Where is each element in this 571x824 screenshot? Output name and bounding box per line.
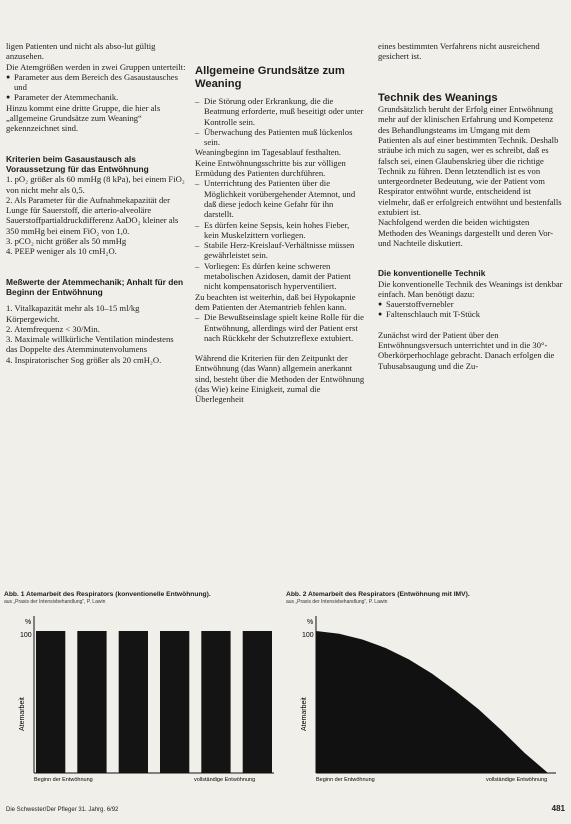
paragraph: Die Atemgrößen werden in zwei Gruppen unterteilt: (6, 61, 186, 72)
list-item: 3. Maximale willkürliche Ventilation mindestens das Doppelte des Atemminutenvolumens (6, 334, 174, 355)
bullet-item: ● Parameter der Atemmechanik. (6, 92, 186, 102)
dash-item: – Die Bewußtseinslage spielt keine Rolle für die Entwöhnung, allerdings wird der Patient erst nach Rückkehr der Schutzreflexe extubiert. (195, 312, 365, 343)
list-item: 4. PEEP weniger als 10 cmH₂O. (6, 246, 117, 257)
dash-item: – Stabile Herz-Kreislauf-Verhältnisse müssen gewährleistet sein. (195, 240, 365, 261)
figure-2 (286, 591, 563, 791)
y-unit-label: % (25, 619, 32, 626)
x-label-end: vollständige Entwöhnung (486, 777, 548, 783)
paragraph: Zunächst wird der Patient über den Entwöhnungsversuch unterrichtet und in die 30°-Oberkörperhochlage gebracht. Danach erfolgen die Tubusabsaugung und die Zu- (378, 329, 555, 371)
column-left (6, 41, 186, 365)
paragraph: Weaningbeginn im Tagesablauf festhalten. (195, 147, 342, 158)
list-item: 1. pO₂ größer als 60 mmHg (8 kPa), bei einem FiO₂ von nicht mehr als 0,5. (6, 174, 185, 195)
page-footer (6, 806, 565, 814)
bar (201, 631, 230, 773)
area-curve (316, 631, 548, 773)
section-heading-technique: Technik des Weanings (378, 91, 498, 104)
x-label-start: Beginn der Entwöhnung (316, 777, 375, 783)
column-middle (195, 41, 365, 405)
chart-2 (286, 611, 563, 791)
dash-item: – Es dürfen keine Sepsis, kein hohes Fieber, kein Muskelzittern vorliegen. (195, 220, 365, 241)
x-label-start: Beginn der Entwöhnung (34, 777, 93, 783)
paragraph: Zu beachten ist weiterhin, daß bei Hypokapnie dem Patienten der Atemantrieb fehlen kann. (195, 291, 356, 312)
bar (119, 631, 148, 773)
y-axis-label: Atemarbeit (19, 697, 26, 731)
y-unit-label: % (307, 619, 314, 626)
bar (36, 631, 65, 773)
list-item: 1. Vitalkapazität mehr als 10–15 ml/kg Körpergewicht. (6, 303, 140, 324)
paragraph: Die konventionelle Technik des Weanings ist denkbar einfach. Man benötigt dazu: (378, 278, 563, 299)
page-number: 481 (551, 804, 565, 813)
list-item: 2. Atemfrequenz < 30/Min. (6, 323, 100, 334)
paragraph: „allgemeine Grundsätze zum Weaning“ gekennzeichnet sind. (6, 113, 142, 134)
dash-item: – Überwachung des Patienten muß lückenlos sein. (195, 127, 365, 148)
paragraph: ligen Patienten und nicht als abso-lut gültig anzusehen. (6, 41, 156, 62)
y-axis-label: Atemarbeit (301, 697, 308, 731)
bullet-item: ● Faltenschlauch mit T-Stück (378, 309, 564, 319)
paragraph: eines bestimmten Verfahrens nicht ausreichend gesichert ist. (378, 41, 540, 62)
paragraph: Hinzu kommt eine dritte Gruppe, die hier als (6, 102, 161, 113)
list-item: 4. Inspiratorischer Sog größer als 20 cmH₂O. (6, 354, 162, 365)
figure-caption: Abb. 2 Atemarbeit des Respirators (Entwöhnung mit IMV). (286, 591, 470, 598)
bar (160, 631, 189, 773)
bars-group (36, 631, 272, 773)
list-item: 2. Als Parameter für die Aufnahmekapazität der Lunge für Sauerstoff, die arterio-alveoläre Sauerstoffpartialdruckdifferenz AaDO₂ kleiner als 350 mmHg bei einem FiO₂ von 1,0. (6, 194, 179, 236)
paragraph: Während die Kriterien für den Zeitpunkt der Entwöhnung (das Wann) allgemein anerkannt sind, besteht über die Methoden der Entwöhnung (das Wie) keine Einigkeit, zumal die Überlegenheit (195, 353, 365, 405)
bar (243, 631, 272, 773)
section-heading-mechanics: Meßwerte der Atemmechanik; Anhalt für den Beginn der Entwöhnung (6, 276, 184, 297)
list-item: 3. pCO₂ nicht größer als 50 mmHg (6, 236, 127, 247)
bar (77, 631, 106, 773)
paragraph: Keine Entwöhnungsschritte bis zur völligen Ermüdung des Patienten durchführen. (195, 157, 346, 179)
y-tick-top: 100 (20, 632, 32, 639)
chart-1 (4, 611, 281, 791)
paragraph: Nachfolgend werden die beiden wichtigsten Methoden des Weanings dargestellt und deren Vor- und Nachteile diskutiert. (378, 217, 554, 248)
section-heading-gas-exchange: Kriterien beim Gasaustausch als Voraussetzung für das Entwöhnung (6, 153, 149, 174)
paragraph: Grundsätzlich beruht der Erfolg einer Entwöhnung mehr auf der klinischen Erfahrung und Kompetenz des Behandlungsteams im Umgang mit dem Patienten als auf einer bestimmten Technik. Deshalb sträube ich mich zu sagen, wer es schreibt, daß es falsch sei, einen Glaubenskrieg über die richtige Technik zu führen. Denn letztendlich ist es von untergeordneter Bedeutung, wie der Patient vom Respirator entwöhnt wurde, entscheidend ist vielmehr, daß er erfolgreich entwöhnt und bestenfalls extubiert ist. (378, 104, 562, 218)
dash-item: – Die Störung oder Erkrankung, die die Beatmung erforderte, muß beseitigt oder unter Kontrolle sein. (195, 96, 365, 127)
figure-source: aus „Praxis der Intensivbehandlung“, P. Lawin (286, 599, 388, 605)
figure-caption: Abb. 1 Atemarbeit des Respirators (konventionelle Entwöhnung). (4, 591, 211, 598)
x-label-end: vollständige Entwöhnung (194, 777, 256, 783)
y-tick-top: 100 (302, 632, 314, 639)
figure-1 (4, 591, 281, 791)
dash-item: – Vorliegen: Es dürfen keine schweren metabolischen Azidosen, damit der Patient nicht kompensatorisch hyperventiliert. (195, 261, 365, 292)
column-right (378, 41, 564, 371)
figure-source: aus „Praxis der Intensivbehandlung“, P. Lawin (4, 599, 106, 605)
section-heading-principles: Allgemeine Grundsätze zum Weaning (195, 65, 345, 90)
bullet-item: ● Sauerstoffvernebler (378, 299, 564, 309)
journal-reference: Die Schwester/Der Pfleger 31. Jahrg. 6/92 (6, 807, 119, 813)
section-heading-conventional: Die konventionelle Technik (378, 268, 486, 279)
dash-item: – Unterrichtung des Patienten über die Möglichkeit vorübergehender Atemnot, und daß diese jedoch keine Gefahr für ihn darstellt. (195, 178, 365, 219)
bullet-item: ● Parameter aus dem Bereich des Gasaustausches und (6, 72, 186, 93)
